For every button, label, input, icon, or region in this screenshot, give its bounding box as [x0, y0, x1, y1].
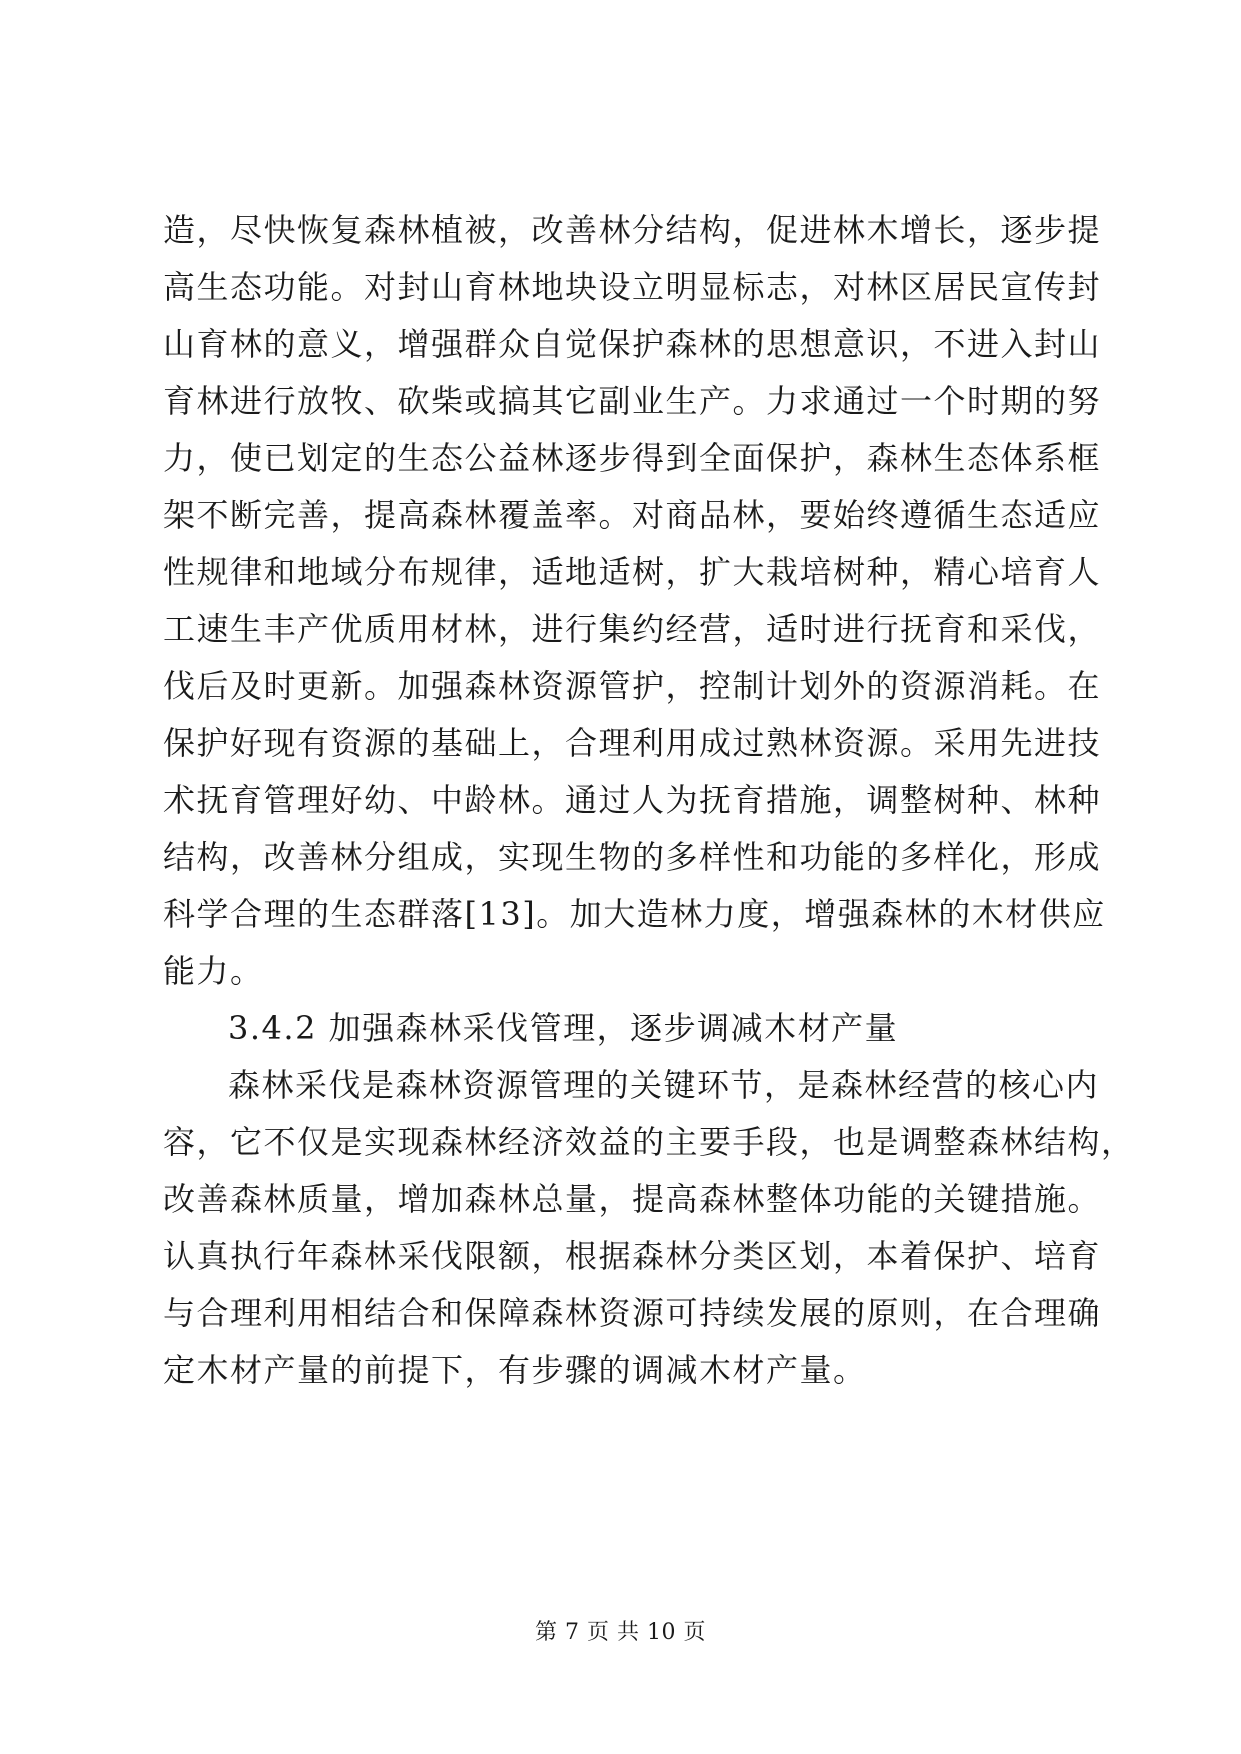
text-line: 高生态功能。对封山育林地块设立明显标志，对林区居民宣传封 [163, 268, 1102, 306]
text-line: 架不断完善，提高森林覆盖率。对商品林，要始终遵循生态适应 [163, 496, 1102, 534]
text-line: 认真执行年森林采伐限额，根据森林分类区划，本着保护、培育 [163, 1237, 1102, 1275]
text-line: 工速生丰产优质用材林，进行集约经营，适时进行抚育和采伐， [163, 610, 1102, 648]
text-line: 性规律和地域分布规律，适地适树，扩大栽培树种，精心培育人 [163, 553, 1102, 591]
text-line: 术抚育管理好幼、中龄林。通过人为抚育措施，调整树种、林种 [163, 781, 1102, 819]
text-line: 容，它不仅是实现森林经济效益的主要手段，也是调整森林结构， [163, 1123, 1135, 1161]
text-line: 与合理利用相结合和保障森林资源可持续发展的原则，在合理确 [163, 1294, 1102, 1332]
text-line: 定木材产量的前提下，有步骤的调减木材产量。 [163, 1351, 867, 1389]
page-number-footer: 第 7 页 共 10 页 [535, 1620, 706, 1645]
text-line: 能力。 [163, 952, 264, 990]
text-line: 保护好现有资源的基础上，合理利用成过熟林资源。采用先进技 [163, 724, 1102, 762]
text-line: 科学合理的生态群落[13]。加大造林力度，增强森林的木材供应 [163, 895, 1106, 933]
section-heading: 3.4.2 加强森林采伐管理，逐步调减木材产量 [228, 1009, 899, 1047]
text-line: 森林采伐是森林资源管理的关键环节，是森林经营的核心内 [228, 1066, 1100, 1104]
text-line: 结构，改善林分组成，实现生物的多样性和功能的多样化，形成 [163, 838, 1102, 876]
text-line: 改善森林质量，增加森林总量，提高森林整体功能的关键措施。 [163, 1180, 1102, 1218]
text-line: 山育林的意义，增强群众自觉保护森林的思想意识，不进入封山 [163, 325, 1102, 363]
text-line: 伐后及时更新。加强森林资源管护，控制计划外的资源消耗。在 [163, 667, 1102, 705]
text-line: 育林进行放牧、砍柴或搞其它副业生产。力求通过一个时期的努 [163, 382, 1102, 420]
text-line: 造，尽快恢复森林植被，改善林分结构，促进林木增长，逐步提 [163, 211, 1102, 249]
text-line: 力，使已划定的生态公益林逐步得到全面保护，森林生态体系框 [163, 439, 1102, 477]
